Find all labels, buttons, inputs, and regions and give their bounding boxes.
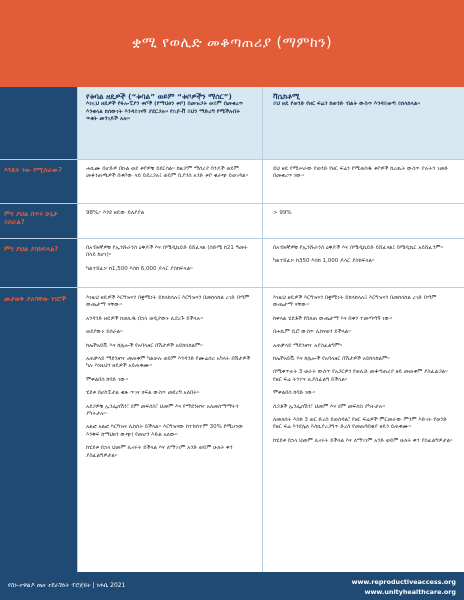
footer-links: [352, 577, 456, 597]
cell-text: ሞቀልበስ ከባድ ነው።: [86, 376, 129, 383]
cell-text: 98%፦ እንደ ዘዴው ይለያያል: [86, 210, 145, 216]
cell-tubal-notes: [86, 295, 254, 460]
page-footer: [0, 572, 464, 600]
cell-text: ለመለሰት እስከ 3 ወር ድረስ ይወስዳል፣ የዘር ፍሬዎች ምርመራው ምንም እድገት የወንድ የዘር ፍሬ እንደሌለ እስኪያረጋግጥ ድረስ የመጠባበቂያ ዘዴን ይጠቀሙ።: [273, 417, 447, 431]
row-divider: [0, 238, 464, 239]
column-header-vasectomy: [273, 92, 453, 109]
column-title-tubal: የቱባል ዘዴዎች (“ቱባል” ወይም “ቱቦዎችን ማሰር”): [86, 92, 232, 101]
comparison-table: [0, 87, 464, 572]
cell-tubal-effectiveness: [86, 210, 254, 217]
row-divider: [0, 159, 464, 160]
page-title: ቋሚ የወሊድ መቆጣጠሪያ (ማምከን): [131, 35, 333, 51]
cell-text: አልፎ አልፎ እርግዝና ሊከሰት ይችላል። እርግዝናው ከተከሰተም 30% የሚሆነው እንቅፍ ከማህፀን ውጭ) የመሆን እድል አለው።: [86, 424, 244, 438]
cell-text: ካልተሸፈነ፡ ከ350 እስከ 1,000 ዶላር ያስከፍላል።: [273, 258, 375, 265]
cell-text: ከኤችአይቪ እና ከሌሎች የአባላዘር በሽታዎች አይከላከልም።: [273, 356, 390, 363]
cell-tubal-cost: [86, 245, 254, 273]
column-header-tubal: [86, 92, 251, 124]
cell-text: ሂደቱ በሆስፒታል ቁጽ ጥገና ክፍል ውስጥ መደረግ አለበት።: [86, 390, 200, 397]
cell-text: ከሂደቱ በኋላ ህመም ሊኖሩት ይችላል እና ለማገገም አንድ ወይም ሁለት ቀን ያስፈልግዎታል።: [273, 437, 453, 444]
cell-text: ሐኪሙ በሆድዎ በኩል ወደ ቱቦዎቹ ይደርሳል። ከዚያም ማሰሪያ ባንዶች ወይም መቆንጠጫዎች በቱቦው ላይ ይደረጋሉ፤ ወይም ቢያንስ አንድ ቱቦ ቁራጭ ይወገዳል።: [86, 166, 249, 180]
cell-text: እነዚህ ዘዴዎች እርግዝናን በቋሚነት ይከላከላሉ፤ እርግዝናን በመከላከል ረገድ በጣም ውጤታማ ናቸው።: [273, 295, 437, 309]
cell-text: ስጋቶች ኢንፌክሽን፣ ህመም እና ደም መፍሰስ ያካትታሉ።: [273, 403, 386, 410]
cell-text: አጠቃላይ ማደንዘዣ አያስፈልግም።: [273, 342, 343, 349]
footer-credit: የስነ-ተዋልዶ ጤና ተደራሽነት ፕሮጀክት | ነሐሴ 2021: [8, 582, 126, 589]
cell-text: ካልተሸፈነ፡ ከ1,500 እስከ 6,000 ዶላር ያስከፍላል።: [86, 265, 193, 272]
cell-text: በሐኪም ቢሮ ውስጥ ሊከናወን ይችላል።: [273, 329, 351, 336]
column-subtitle-tubal: እነዚህ ዘዴዎች የፋሎፒያን ቱቦች (የማህፀን ቱቦ) በመዝጋት ወይም በመቁረጥ እንቁላል ከሰውነት እንዳይገናኝ ያደርጋሉ። የኪዮቭ ይህን ማድረግ የሚችሉበት ጥቂት መንገዶች አሉ።: [86, 101, 244, 123]
column-title-vasectomy: ቫሴክቶሚ: [273, 92, 300, 101]
cell-text: አንዳንድ ዘዴዎች ከወሊዱ በኋላ ወዲያውኑ ሊደረጉ ይችላሉ።: [86, 315, 204, 322]
cell-text: > 99%: [273, 210, 292, 216]
cell-vasectomy-cost: [273, 245, 453, 266]
cell-text: እነዚህ ዘዴዎች እርግዝናን በቋሚነት ይከላከላሉ፤ እርግዝናን በመከላከል ረገድ በጣም ውጤታማ ናቸው።: [86, 295, 250, 309]
cell-text: ይህ ዘዴ የሚሠራው የወንድ የዘር ፍሬን የሚወስዱ ቱቦዎች ከረጢት ውስጥ ያሉትን ገመድ በመቁረጥ ነው።: [273, 166, 449, 180]
row-label-cost: ምን ያህል ያስከፍላል?: [4, 245, 59, 253]
footer-link-reproductiveaccess[interactable]: www.reproductiveaccess.org: [351, 578, 456, 586]
cell-text: ሞቀልበስ ከባድ ነው።: [273, 390, 316, 397]
cell-text: በአብዛኛዎቹ የኢንሹራንስ ዕቅዶች እና በሜዲኬይድ ይሸፈናል (ስድሜ ከ21 ዓመት በላይ ከሆነ)።: [86, 245, 248, 259]
column-subtitle-vasectomy: ይህ ዘዴ የወንድ የዘር ፍሬን ከወንድ ብልት ውስጥ እንዳይወጣ ይከላከላል።: [273, 101, 421, 107]
footer-link-unityhealthcare[interactable]: www.unityhealthcare.org: [364, 588, 456, 596]
cell-text: ከኤችአይቪ እና ከሌሎች የአባላዘር በሽታዎች አይከላከልም።: [86, 342, 203, 349]
cell-text: አደጋዎቹ ኢንፌክሽን፣ ደም መፍሰስ፣ ህመም እና የማደንዘዣ አለመስማማትን ያካትታሉ።: [86, 403, 239, 418]
cell-text: ከሂደቱ በኋላ ህመም ሊኖሩት ይችላል እና ለማገገም አንድ ወይም ሁለት ቀን ያስፈልግዎታል።: [86, 445, 233, 459]
cell-text: ወደያውኑ ይሰራል።: [86, 329, 123, 336]
cell-text: በአብዛኛዎቹ የኢንሹራንስ ዕቅዶች እና በሜዲኬይድ ይሸፈናል፤ በሜዲኬር አይሸፈንም።: [273, 245, 444, 251]
page-header: [0, 0, 464, 87]
cell-text: ከቀላል ሂደቶች የበለጠ ውጤታማ እና በቀን ተመጣጣኝ ነው።: [273, 315, 393, 322]
row-divider: [0, 203, 464, 204]
row-label-things-to-know: መታወቅ ያለባቸው ነገሮች: [4, 295, 66, 303]
cell-vasectomy-notes: [273, 295, 453, 445]
row-label-how-it-works: እንዴት ነው የሚሰራው?: [4, 166, 63, 174]
cell-vasectomy-how: [273, 166, 453, 181]
cell-text: አጠቃላይ ማደንዘዣ መጠቀም ካልቻሉ ወይም እንዳንድ የሙሬሰሪ አካላት በሽታዎች ካሉ እነዚህን ዘዴዎች አይጠቀሙ።: [86, 356, 251, 370]
row-label-effectiveness: ምን ያህል በጥሩ ሁኔታ ይሰራል?: [4, 210, 58, 227]
cell-text: በሚቀጥሉት 3 ወራት ውስጥ የአጋርዎን የወሊድ መቆጣጠሪያ ዘዴ መጠቀም ያስፈልጋል። የዘር ፍሬ ትንተና ሊያስፈልግ ይችላል።: [273, 369, 448, 383]
cell-vasectomy-effectiveness: [273, 210, 453, 217]
row-divider: [0, 287, 464, 288]
cell-tubal-how: [86, 166, 254, 181]
